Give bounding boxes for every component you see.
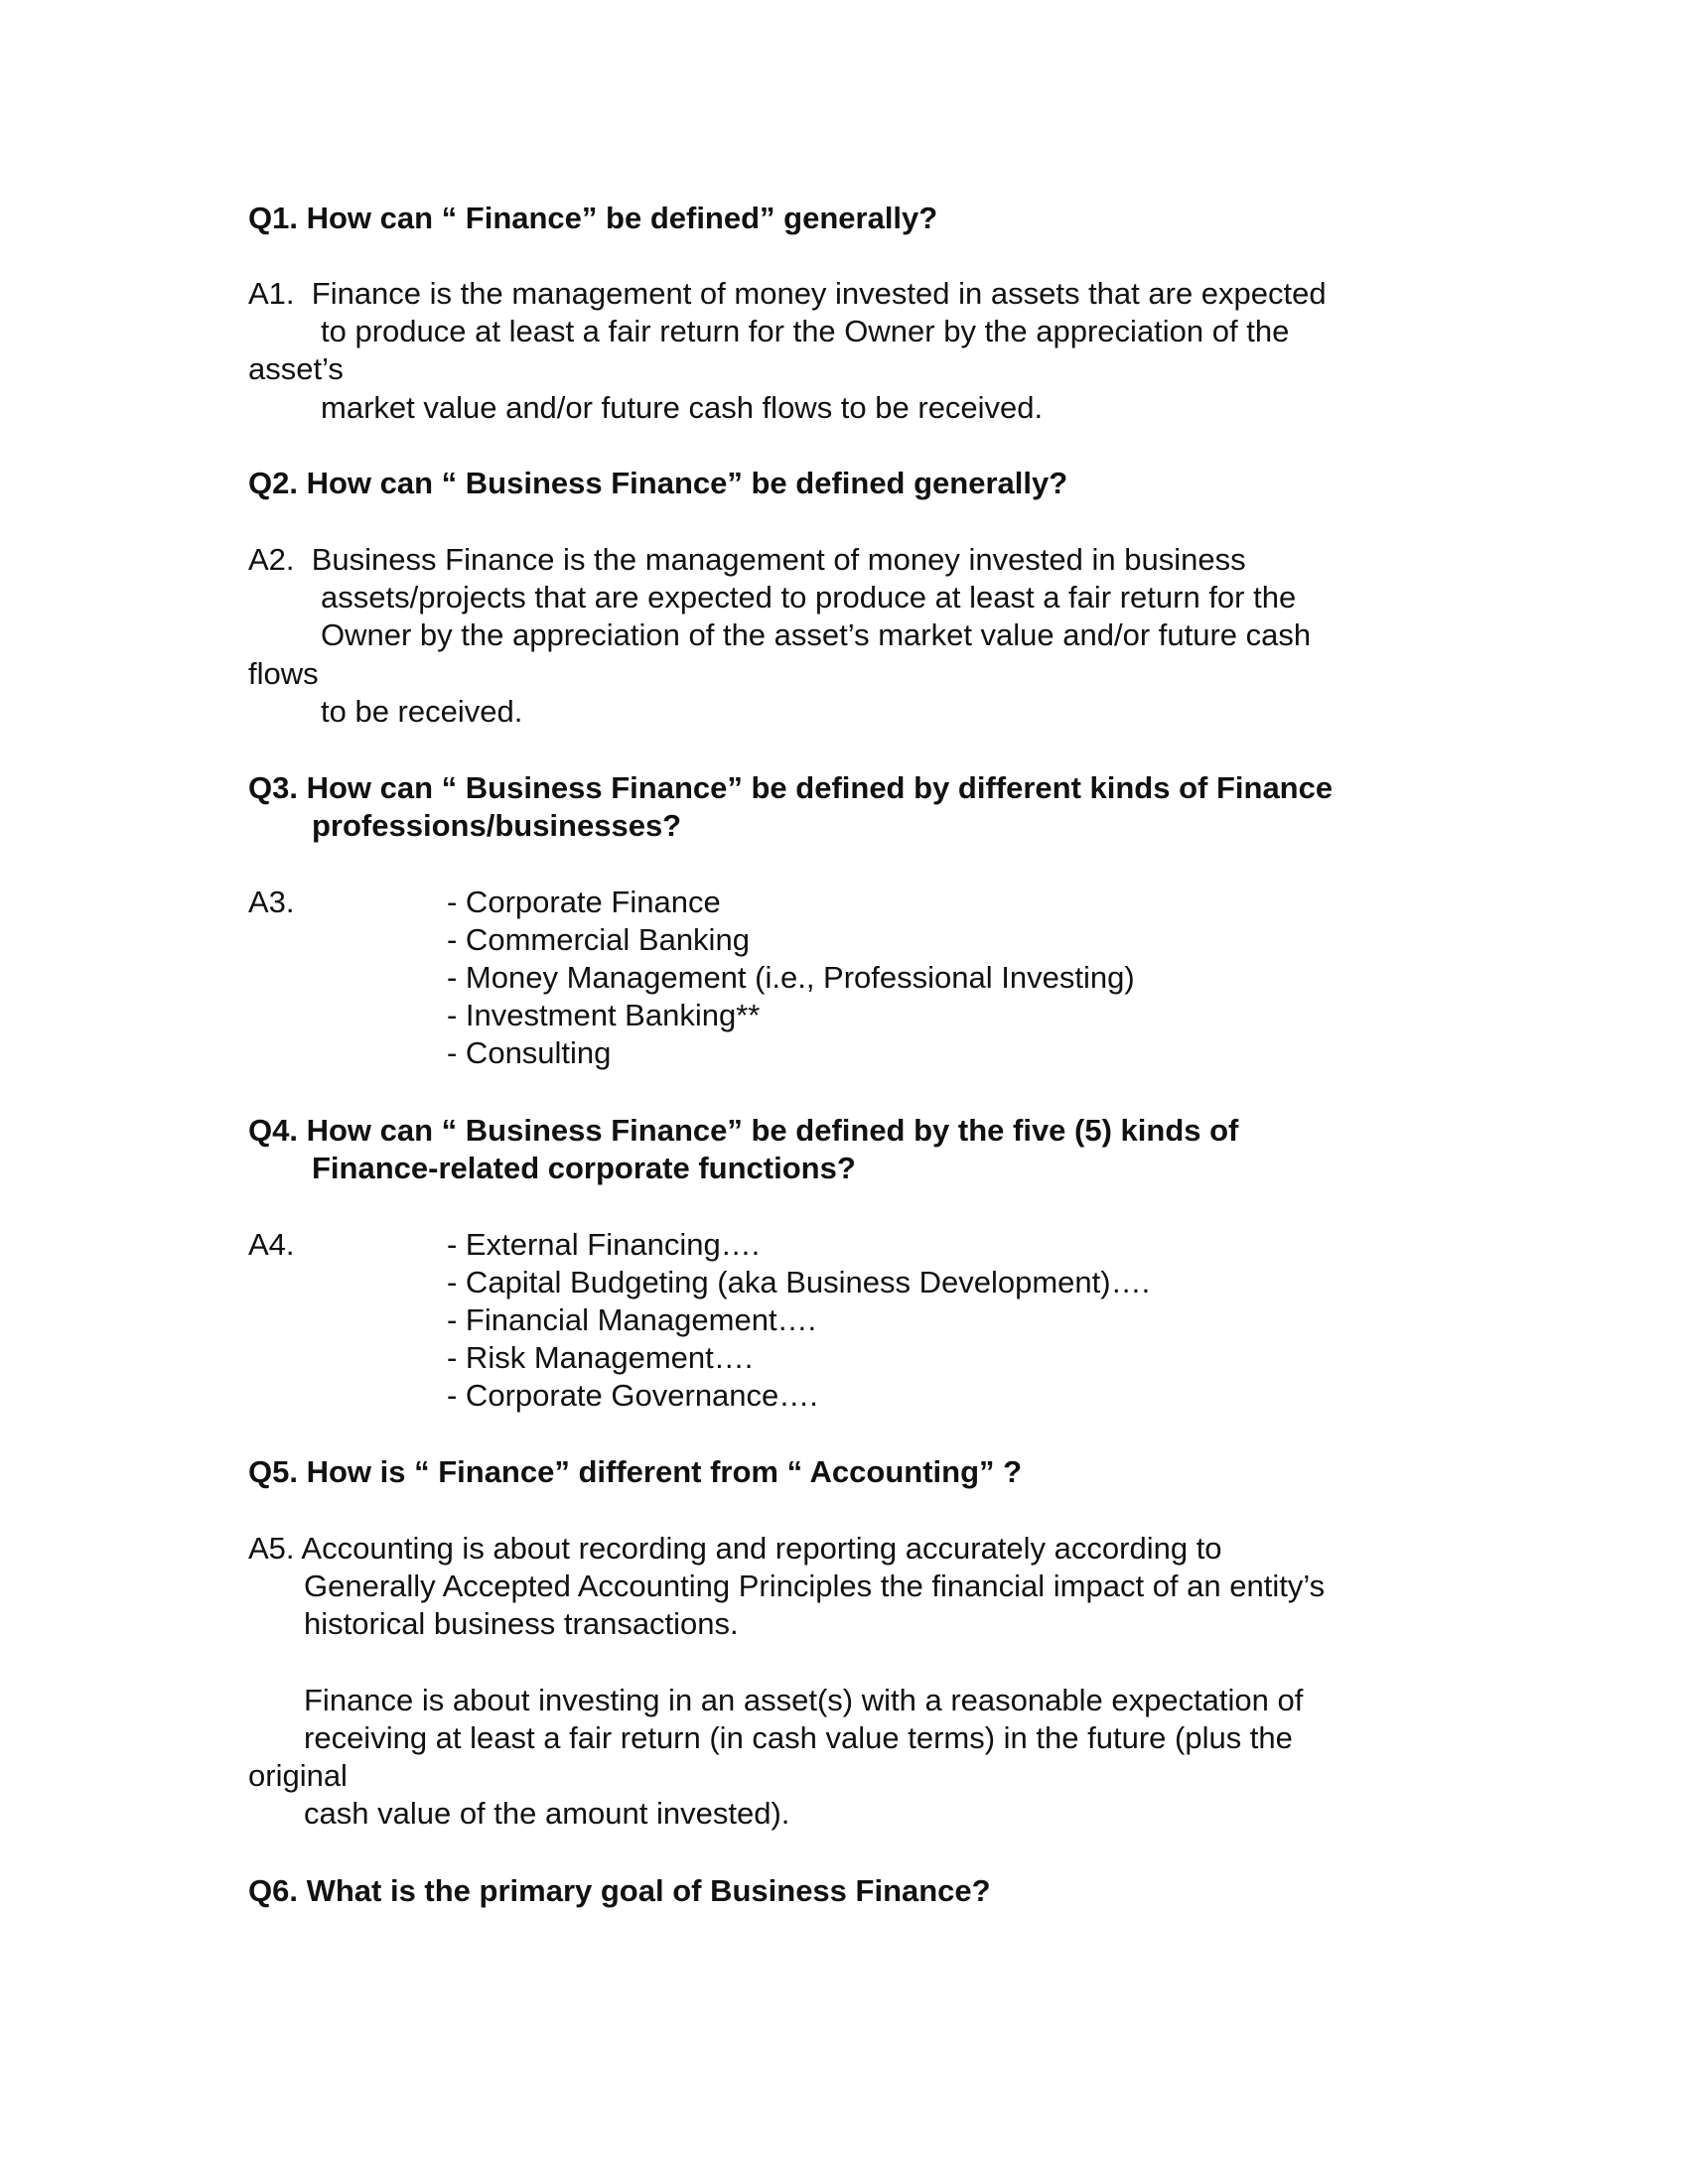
answer-1-line-3: asset’s <box>248 351 344 386</box>
answer-2-line-1: A2. Business Finance is the management of money invested in business <box>248 542 1246 577</box>
answer-3-label: A3. <box>248 885 295 919</box>
answer-2-line-2: assets/projects that are expected to produce at least a fair return for the <box>321 580 1297 614</box>
question-3-line-1: Q3. How can “ Business Finance” be defined by different kinds of Finance <box>248 770 1334 805</box>
answer-4-item: - Corporate Governance…. <box>447 1378 818 1413</box>
answer-5-line-3: historical business transactions. <box>304 1606 739 1641</box>
question-6: Q6. What is the primary goal of Business Finance? <box>248 1873 991 1908</box>
answer-5-line-6: original <box>248 1758 348 1793</box>
answer-2-line-5: to be received. <box>321 694 523 729</box>
answer-1-line-1: A1. Finance is the management of money invested in assets that are expected <box>248 276 1327 311</box>
question-5: Q5. How is “ Finance” different from “ Accounting” ? <box>248 1454 1023 1489</box>
answer-3-item: - Consulting <box>447 1035 612 1070</box>
answer-5-line-2: Generally Accepted Accounting Principles the financial impact of an entity’s <box>304 1569 1326 1603</box>
answer-5-line-7: cash value of the amount invested). <box>304 1796 790 1831</box>
answer-4-item: - Financial Management…. <box>447 1302 817 1337</box>
answer-5-line-1: A5. Accounting is about recording and reporting accurately according to <box>248 1531 1222 1566</box>
question-3-line-2: professions/businesses? <box>312 808 682 843</box>
answer-4-item: - External Financing…. <box>447 1227 761 1262</box>
answer-3-item: - Investment Banking** <box>447 998 761 1032</box>
answer-3-item: - Commercial Banking <box>447 922 750 957</box>
answer-4-item: - Capital Budgeting (aka Business Development)…. <box>447 1265 1151 1299</box>
answer-1-line-2: to produce at least a fair return for the Owner by the appreciation of the <box>321 314 1290 348</box>
question-4-line-2: Finance-related corporate functions? <box>312 1151 856 1185</box>
answer-2-line-3: Owner by the appreciation of the asset’s market value and/or future cash <box>321 617 1312 652</box>
answer-2-line-4: flows <box>248 656 319 691</box>
answer-5-line-4: Finance is about investing in an asset(s) with a reasonable expectation of <box>304 1683 1304 1717</box>
answer-4-item: - Risk Management…. <box>447 1340 754 1375</box>
answer-3-item: - Corporate Finance <box>447 885 721 919</box>
answer-5-line-5: receiving at least a fair return (in cash value terms) in the future (plus the <box>304 1720 1293 1755</box>
question-2: Q2. How can “ Business Finance” be defined generally? <box>248 466 1068 500</box>
answer-1-line-4: market value and/or future cash flows to be received. <box>321 390 1044 425</box>
answer-3-item: - Money Management (i.e., Professional Investing) <box>447 960 1135 995</box>
answer-4-label: A4. <box>248 1227 295 1262</box>
question-4-line-1: Q4. How can “ Business Finance” be defined by the five (5) kinds of <box>248 1113 1239 1148</box>
question-1: Q1. How can “ Finance” be defined” generally? <box>248 201 938 235</box>
